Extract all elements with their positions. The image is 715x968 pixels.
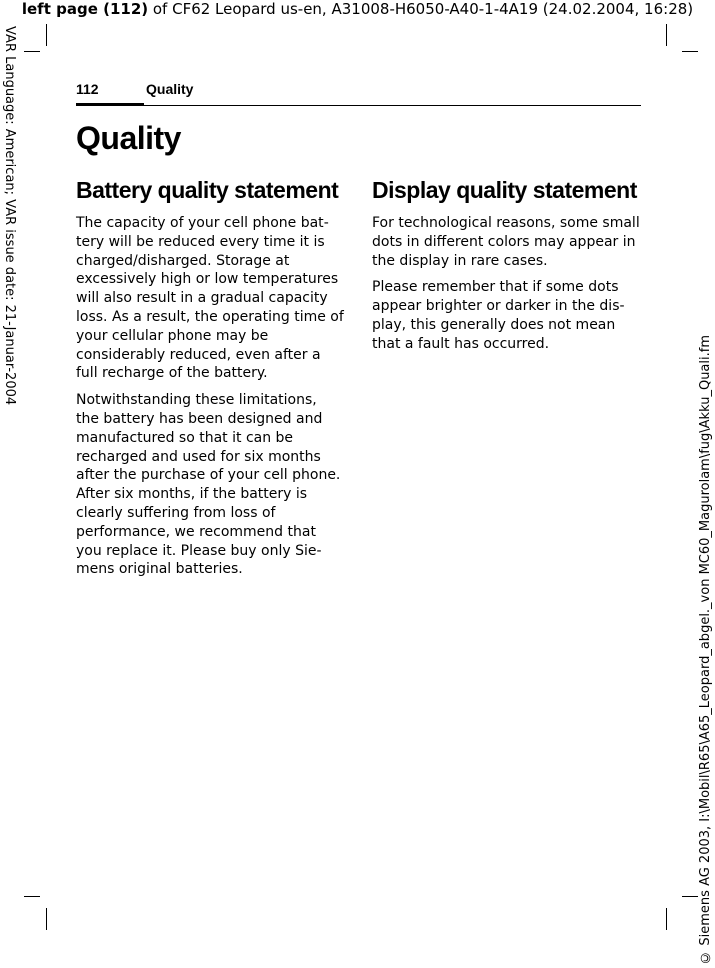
crop-mark xyxy=(666,908,667,930)
copyright-file-note: © Siemens AG 2003, I:\Mobil\R65\A65_Leopard_abgel._von MC60_Magurolam\fug\Akku_Quali.fm xyxy=(698,335,713,965)
crop-mark xyxy=(46,908,47,930)
crop-mark xyxy=(682,896,698,897)
print-header-page: left page (112) xyxy=(21,0,149,18)
page-title: Quality xyxy=(76,120,181,156)
var-language-note: VAR Language: American; VAR issue date: 21-Januar-2004 xyxy=(2,26,17,406)
crop-mark xyxy=(46,24,47,46)
battery-paragraph-1: The capacity of your cell phone battery will be reduced every time it is charged/disharged. Storage at excessively high or low temperatures will also result in a gradual capacity loss. As a result, the operating time of your cellular phone may be considerably reduced, even after a full recharge of the battery. xyxy=(76,215,344,382)
header-rule xyxy=(76,105,641,106)
print-header-info: of CF62 Leopard us-en, A31008-H6050-A40-1-4A19 (24.02.2004, 16:28) xyxy=(148,0,694,18)
header-rule-accent xyxy=(76,103,144,106)
page-number: 112 xyxy=(76,81,99,97)
display-section xyxy=(372,174,640,362)
battery-heading: Battery quality statement xyxy=(76,177,339,203)
display-paragraph-2: Please remember that if some dots appear brighter or darker in the display, this generally does not mean that a fault has occurred. xyxy=(372,279,625,352)
crop-mark xyxy=(24,51,40,52)
battery-section xyxy=(76,174,344,587)
display-heading: Display quality statement xyxy=(372,177,637,203)
print-header xyxy=(0,0,715,18)
running-head xyxy=(76,81,641,107)
display-paragraph-1: For technological reasons, some small dots in different colors may appear in the display in rare cases. xyxy=(372,215,640,269)
running-head-title: Quality xyxy=(146,81,194,97)
crop-mark xyxy=(682,51,698,52)
right-margin-note xyxy=(697,335,715,965)
left-margin-note xyxy=(0,0,18,406)
battery-paragraph-2: Notwithstanding these limitations, the battery has been designed and manufactured so that it can be recharged and used for six months after the purchase of your cell phone. After six months, if the battery is clearly suffering from loss of performance, we recommend that you replace it. Please buy only Siemens original batteries. xyxy=(76,392,341,578)
crop-mark xyxy=(24,896,40,897)
crop-mark xyxy=(666,24,667,46)
